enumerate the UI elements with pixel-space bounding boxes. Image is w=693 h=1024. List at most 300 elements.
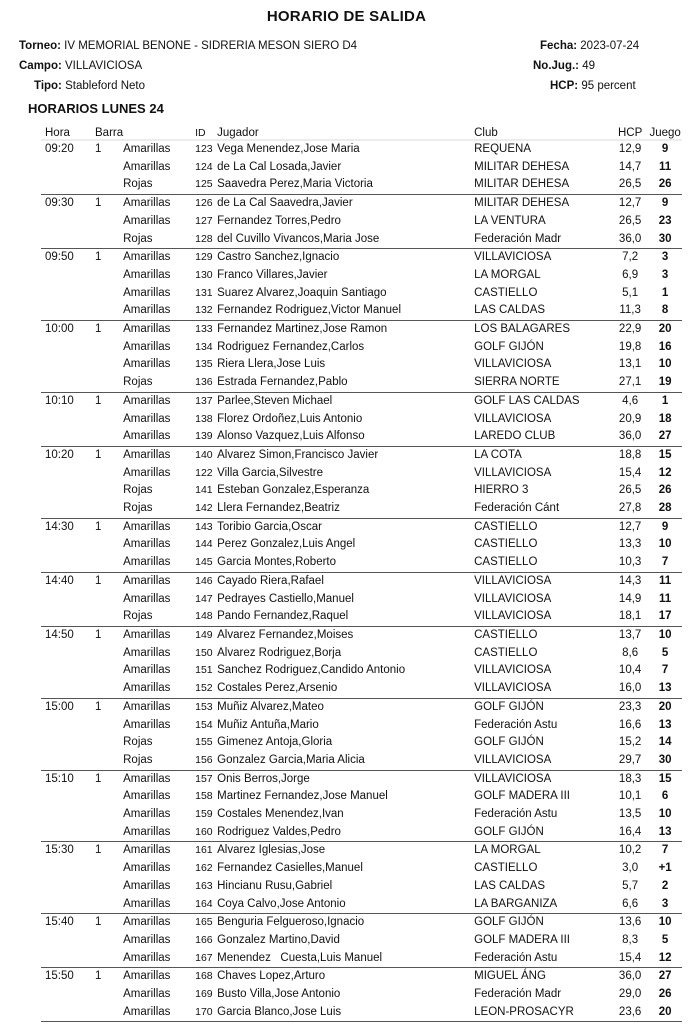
cell-juego: 28 bbox=[648, 500, 682, 518]
cell-jugador: Chaves Lopez,Arturo bbox=[217, 970, 326, 983]
cell-id: 158 bbox=[195, 790, 213, 803]
cell-hcp: 12,7 bbox=[618, 520, 642, 533]
cell-id: 137 bbox=[195, 394, 213, 407]
cell-id: 155 bbox=[195, 736, 213, 749]
cell-hcp: 16,6 bbox=[618, 718, 642, 731]
cell-jugador: Pedrayes Castiello,Manuel bbox=[217, 592, 354, 605]
cell-hcp: 29,0 bbox=[618, 988, 642, 1001]
cell-hcp: 23,3 bbox=[618, 700, 642, 713]
cell-hora bbox=[41, 950, 91, 968]
cell-hcp: 14,3 bbox=[618, 574, 642, 587]
cell-juego: 20 bbox=[658, 323, 672, 336]
hcp-label: HCP: bbox=[550, 80, 579, 92]
cell-hcp: 13,3 bbox=[618, 538, 642, 551]
tipo-label: Tipo: bbox=[34, 80, 62, 92]
cell-hora bbox=[41, 717, 91, 735]
cell-club: LAS CALDAS bbox=[474, 879, 546, 892]
cell-tee: Rojas bbox=[123, 500, 195, 518]
cell-club: GOLF LAS CALDAS bbox=[474, 394, 580, 407]
cell-juego: 5 bbox=[661, 933, 669, 946]
campo-label: Campo: bbox=[19, 60, 62, 72]
cell-tee: Amarillas bbox=[123, 358, 171, 371]
cell-jugador: Garcia Montes,Roberto bbox=[217, 554, 474, 572]
table-row bbox=[41, 536, 682, 554]
fecha-info bbox=[540, 40, 639, 52]
cell-hcp: 26,5 bbox=[618, 484, 642, 497]
table-row bbox=[41, 626, 682, 644]
cell-hcp: 5,7 bbox=[622, 879, 639, 892]
cell-hcp: 36,0 bbox=[618, 970, 642, 983]
table-row bbox=[41, 482, 682, 500]
cell-jugador: Alvarez Fernandez,Moises bbox=[217, 628, 354, 641]
cell-id: 147 bbox=[195, 592, 213, 605]
cell-tee: Amarillas bbox=[123, 143, 171, 155]
cell-juego: 27 bbox=[648, 428, 682, 446]
cell-club: CASTIELLO bbox=[474, 554, 612, 572]
cell-hora bbox=[41, 356, 91, 374]
cell-tee: Amarillas bbox=[123, 790, 171, 803]
cell-club: Federación Madr bbox=[474, 231, 612, 249]
table-row bbox=[41, 518, 682, 536]
cell-hora bbox=[41, 806, 91, 824]
hcp-value: 95 percent bbox=[581, 80, 636, 92]
cell-tee: Amarillas bbox=[123, 302, 195, 320]
cell-hora bbox=[41, 896, 91, 914]
cell-barra bbox=[91, 465, 123, 483]
cell-jugador: Sanchez Rodriguez,Candido Antonio bbox=[217, 664, 406, 677]
cell-id: 140 bbox=[195, 448, 213, 461]
cell-hcp: 27,1 bbox=[612, 374, 648, 392]
cell-tee: Amarillas bbox=[123, 970, 171, 983]
cell-jugador: Hincianu Rusu,Gabriel bbox=[217, 879, 333, 892]
cell-barra: 1 bbox=[95, 574, 102, 587]
cell-hora bbox=[41, 1004, 91, 1022]
cell-juego: 10 bbox=[658, 538, 672, 551]
cell-club: Federación Astu bbox=[474, 718, 558, 731]
cell-hcp: 10,3 bbox=[612, 554, 648, 572]
cell-club: VILLAVICIOSA bbox=[474, 680, 612, 698]
cell-hcp: 8,3 bbox=[622, 933, 639, 946]
cell-tee: Amarillas bbox=[123, 700, 171, 713]
cell-hora bbox=[41, 878, 91, 896]
table-row bbox=[41, 411, 682, 429]
cell-juego: 3 bbox=[661, 251, 669, 264]
cell-jugador: Martinez Fernandez,Jose Manuel bbox=[217, 790, 388, 803]
cell-juego: 1 bbox=[661, 286, 669, 299]
cell-tee: Amarillas bbox=[123, 323, 171, 336]
cell-tee: Amarillas bbox=[123, 466, 171, 479]
table-row bbox=[41, 213, 682, 231]
header-club: Club bbox=[474, 123, 612, 140]
cell-tee: Amarillas bbox=[123, 251, 171, 264]
cell-barra: 1 bbox=[95, 628, 102, 641]
cell-hora bbox=[41, 860, 91, 878]
cell-juego: 11 bbox=[659, 160, 672, 173]
cell-jugador: Garcia Blanco,Jose Luis bbox=[217, 1004, 474, 1022]
cell-id: 167 bbox=[195, 950, 217, 968]
cell-club: LAREDO CLUB bbox=[474, 428, 612, 446]
cell-jugador: Muñiz Alvarez,Mateo bbox=[217, 700, 324, 713]
cell-hcp: 15,2 bbox=[618, 736, 642, 749]
cell-barra bbox=[91, 717, 123, 735]
cell-tee: Amarillas bbox=[123, 448, 171, 461]
cell-hcp: 13,1 bbox=[618, 358, 642, 371]
cell-hcp: 13,6 bbox=[618, 916, 642, 929]
cell-tee: Amarillas bbox=[123, 554, 195, 572]
cell-jugador: Gimenez Antoja,Gloria bbox=[217, 736, 333, 749]
cell-barra bbox=[91, 159, 123, 177]
cell-barra bbox=[91, 213, 123, 231]
cell-tee: Amarillas bbox=[123, 340, 171, 353]
table-row bbox=[41, 950, 682, 968]
cell-juego: 10 bbox=[658, 358, 672, 371]
cell-barra bbox=[91, 536, 123, 554]
cell-tee: Amarillas bbox=[123, 592, 171, 605]
cell-id: 127 bbox=[195, 214, 213, 227]
cell-tee: Amarillas bbox=[123, 680, 195, 698]
cell-barra bbox=[91, 554, 123, 572]
cell-hcp: 11,3 bbox=[612, 302, 648, 320]
cell-juego: 13 bbox=[648, 680, 682, 698]
cell-club: LA BARGANIZA bbox=[474, 896, 612, 914]
cell-jugador: Gonzalez Martino,David bbox=[217, 933, 340, 946]
table-row bbox=[41, 195, 682, 213]
cell-jugador: de La Cal Saavedra,Javier bbox=[217, 197, 353, 210]
table-row bbox=[41, 752, 682, 770]
cell-hcp: 19,8 bbox=[618, 340, 642, 353]
table-row bbox=[41, 446, 682, 464]
cell-hora bbox=[41, 411, 91, 429]
cell-hora bbox=[41, 986, 91, 1004]
cell-tee: Amarillas bbox=[123, 412, 171, 425]
cell-club: MILITAR DEHESA bbox=[474, 176, 612, 194]
cell-jugador: Costales Menendez,Ivan bbox=[217, 808, 344, 821]
cell-hora bbox=[41, 645, 91, 663]
nojug-info bbox=[533, 60, 595, 72]
cell-barra bbox=[91, 932, 123, 950]
table-row bbox=[41, 698, 682, 716]
table-body bbox=[41, 140, 682, 1022]
cell-juego: 6 bbox=[661, 790, 669, 803]
torneo-info bbox=[19, 40, 357, 52]
cell-juego: 12 bbox=[658, 466, 672, 479]
cell-juego: 12 bbox=[648, 950, 682, 968]
cell-jugador: Castro Sanchez,Ignacio bbox=[217, 251, 340, 264]
nojug-value: 49 bbox=[582, 60, 595, 72]
cell-hora bbox=[41, 465, 91, 483]
cell-juego: 13 bbox=[648, 824, 682, 842]
table-row bbox=[41, 734, 682, 752]
cell-club: GOLF MADERA III bbox=[474, 933, 570, 946]
cell-juego: 15 bbox=[658, 772, 672, 785]
cell-juego: 27 bbox=[658, 970, 672, 983]
cell-barra bbox=[91, 896, 123, 914]
cell-hcp: 10,4 bbox=[618, 664, 642, 677]
table-row bbox=[41, 860, 682, 878]
cell-club: LOS BALAGARES bbox=[474, 323, 570, 336]
cell-juego: 14 bbox=[658, 736, 672, 749]
cell-jugador: Saavedra Perez,Maria Victoria bbox=[217, 176, 474, 194]
cell-barra bbox=[91, 500, 123, 518]
table-row bbox=[41, 140, 682, 159]
cell-hcp: 29,7 bbox=[612, 752, 648, 770]
cell-jugador: Onis Berros,Jorge bbox=[217, 772, 310, 785]
section-title: HORARIOS LUNES 24 bbox=[28, 101, 164, 116]
table-row bbox=[41, 914, 682, 932]
cell-jugador: Busto Villa,Jose Antonio bbox=[217, 988, 341, 1001]
cell-id: 132 bbox=[195, 302, 217, 320]
cell-id: 157 bbox=[195, 772, 213, 785]
cell-tee: Amarillas bbox=[123, 824, 195, 842]
cell-juego: 10 bbox=[658, 628, 672, 641]
table-row bbox=[41, 896, 682, 914]
table-row bbox=[41, 788, 682, 806]
cell-hora bbox=[41, 482, 91, 500]
cell-id: 149 bbox=[195, 628, 213, 641]
cell-hora bbox=[41, 680, 91, 698]
cell-hora: 14:50 bbox=[45, 628, 74, 641]
cell-barra bbox=[91, 482, 123, 500]
table-row bbox=[41, 1004, 682, 1022]
cell-tee: Amarillas bbox=[123, 520, 171, 533]
table-row bbox=[41, 339, 682, 357]
cell-id: 146 bbox=[195, 574, 213, 587]
cell-id: 124 bbox=[195, 160, 213, 173]
cell-tee: Amarillas bbox=[123, 428, 195, 446]
cell-id: 129 bbox=[195, 251, 213, 264]
cell-juego: 16 bbox=[658, 340, 672, 353]
cell-id: 152 bbox=[195, 680, 217, 698]
table-row bbox=[41, 608, 682, 626]
cell-hora: 15:50 bbox=[45, 970, 74, 983]
table-row bbox=[41, 465, 682, 483]
cell-id: 139 bbox=[195, 428, 217, 446]
cell-barra bbox=[91, 411, 123, 429]
cell-jugador: Alonso Vazquez,Luis Alfonso bbox=[217, 428, 474, 446]
tipo-info bbox=[34, 80, 145, 92]
cell-id: 166 bbox=[195, 933, 213, 946]
cell-jugador: Llera Fernandez,Beatriz bbox=[217, 500, 474, 518]
cell-jugador: Rodriguez Valdes,Pedro bbox=[217, 824, 474, 842]
cell-id: 151 bbox=[195, 664, 213, 677]
cell-tee: Amarillas bbox=[123, 933, 171, 946]
cell-id: 165 bbox=[195, 916, 213, 929]
cell-club: GOLF GIJÓN bbox=[474, 736, 544, 749]
cell-club: CASTIELLO bbox=[474, 862, 538, 875]
cell-id: 159 bbox=[195, 808, 213, 821]
cell-barra: 1 bbox=[95, 772, 102, 785]
cell-juego: 9 bbox=[661, 520, 669, 533]
cell-jugador: Toribio Garcia,Oscar bbox=[217, 520, 322, 533]
cell-club: VILLAVICIOSA bbox=[474, 608, 612, 626]
hcp-info bbox=[550, 80, 636, 92]
cell-club: LA COTA bbox=[474, 448, 522, 461]
cell-jugador: Costales Perez,Arsenio bbox=[217, 680, 474, 698]
cell-juego: 30 bbox=[648, 752, 682, 770]
cell-club: MILITAR DEHESA bbox=[474, 160, 570, 173]
cell-id: 164 bbox=[195, 896, 217, 914]
cell-barra bbox=[91, 788, 123, 806]
cell-barra: 1 bbox=[95, 394, 102, 407]
cell-club: GOLF GIJÓN bbox=[474, 916, 544, 929]
cell-club: Federación Madr bbox=[474, 988, 562, 1001]
cell-hora bbox=[41, 285, 91, 303]
cell-barra bbox=[91, 950, 123, 968]
cell-jugador: de La Cal Losada,Javier bbox=[217, 160, 342, 173]
cell-id: 163 bbox=[195, 879, 213, 892]
table-row bbox=[41, 591, 682, 609]
cell-club: LA VENTURA bbox=[474, 214, 546, 227]
tee-times-table bbox=[41, 123, 682, 1022]
cell-tee: Amarillas bbox=[123, 1004, 195, 1022]
cell-id: 126 bbox=[195, 197, 213, 210]
fecha-value: 2023-07-24 bbox=[580, 40, 640, 52]
cell-jugador: Villa Garcia,Silvestre bbox=[217, 466, 324, 479]
cell-id: 138 bbox=[195, 412, 213, 425]
cell-tee: Amarillas bbox=[123, 197, 171, 210]
cell-barra bbox=[91, 608, 123, 626]
cell-club: LAS CALDAS bbox=[474, 302, 612, 320]
cell-club: VILLAVICIOSA bbox=[474, 251, 552, 264]
cell-tee: Rojas bbox=[123, 608, 195, 626]
table-row bbox=[41, 356, 682, 374]
cell-jugador: Alvarez Iglesias,Jose bbox=[217, 844, 326, 857]
cell-hora bbox=[41, 536, 91, 554]
cell-hora bbox=[41, 662, 91, 680]
cell-barra bbox=[91, 734, 123, 752]
cell-id: 154 bbox=[195, 718, 213, 731]
cell-club: HIERRO 3 bbox=[474, 484, 529, 497]
cell-tee: Amarillas bbox=[123, 988, 171, 1001]
cell-barra: 1 bbox=[95, 323, 102, 336]
cell-hora bbox=[41, 213, 91, 231]
cell-hcp: 5,1 bbox=[622, 286, 639, 299]
table-row bbox=[41, 392, 682, 410]
cell-jugador: Perez Gonzalez,Luis Angel bbox=[217, 538, 356, 551]
cell-juego: 2 bbox=[661, 879, 669, 892]
cell-barra: 1 bbox=[95, 251, 102, 264]
cell-juego: 26 bbox=[658, 988, 672, 1001]
cell-id: 133 bbox=[195, 323, 213, 336]
cell-juego: 20 bbox=[648, 1004, 682, 1022]
cell-barra: 1 bbox=[95, 916, 102, 929]
cell-hora bbox=[41, 932, 91, 950]
cell-id: 144 bbox=[195, 538, 213, 551]
torneo-label: Torneo: bbox=[19, 40, 61, 52]
cell-club: Federación Astu bbox=[474, 808, 558, 821]
cell-hora bbox=[41, 159, 91, 177]
cell-club: VILLAVICIOSA bbox=[474, 466, 552, 479]
cell-barra bbox=[91, 824, 123, 842]
table-row bbox=[41, 645, 682, 663]
cell-barra bbox=[91, 356, 123, 374]
cell-tee: Amarillas bbox=[123, 268, 171, 281]
cell-id: 170 bbox=[195, 1004, 217, 1022]
table-row bbox=[41, 572, 682, 590]
cell-id: 123 bbox=[195, 143, 213, 155]
cell-tee: Amarillas bbox=[123, 808, 171, 821]
campo-value: VILLAVICIOSA bbox=[65, 60, 143, 72]
cell-id: 168 bbox=[195, 970, 213, 983]
cell-barra: 1 bbox=[95, 143, 102, 155]
cell-jugador: Pando Fernandez,Raquel bbox=[217, 608, 474, 626]
cell-club: MIGUEL ÁNG bbox=[474, 970, 546, 983]
cell-hora bbox=[41, 302, 91, 320]
cell-barra bbox=[91, 806, 123, 824]
cell-hora bbox=[41, 734, 91, 752]
cell-jugador: Esteban Gonzalez,Esperanza bbox=[217, 484, 370, 497]
cell-id: 143 bbox=[195, 520, 213, 533]
cell-hcp: 6,9 bbox=[622, 268, 639, 281]
cell-hora bbox=[41, 554, 91, 572]
torneo-value: IV MEMORIAL BENONE - SIDRERIA MESON SIERO D4 bbox=[64, 40, 358, 52]
cell-barra: 1 bbox=[95, 197, 102, 210]
cell-hcp: 16,4 bbox=[612, 824, 648, 842]
cell-jugador: Coya Calvo,Jose Antonio bbox=[217, 896, 474, 914]
cell-tee: Rojas bbox=[123, 176, 195, 194]
table-row bbox=[41, 806, 682, 824]
cell-id: 156 bbox=[195, 752, 217, 770]
cell-club: REQUENA bbox=[474, 143, 531, 155]
cell-jugador: Cayado Riera,Rafael bbox=[217, 574, 324, 587]
cell-jugador: Fernandez Rodriguez,Victor Manuel bbox=[217, 302, 474, 320]
cell-club: GOLF GIJÓN bbox=[474, 824, 612, 842]
cell-jugador: Vega Menendez,Jose Maria bbox=[217, 143, 360, 155]
table-row bbox=[41, 374, 682, 392]
cell-juego: 30 bbox=[648, 231, 682, 249]
cell-tee: Rojas bbox=[123, 231, 195, 249]
cell-barra bbox=[91, 662, 123, 680]
cell-club: VILLAVICIOSA bbox=[474, 358, 552, 371]
cell-barra bbox=[91, 339, 123, 357]
cell-tee: Amarillas bbox=[123, 862, 171, 875]
cell-id: 169 bbox=[195, 988, 213, 1001]
cell-id: 135 bbox=[195, 358, 213, 371]
cell-tee: Rojas bbox=[123, 736, 153, 749]
cell-barra: 1 bbox=[95, 700, 102, 713]
cell-juego: 26 bbox=[658, 484, 672, 497]
cell-juego: 15 bbox=[658, 448, 672, 461]
table-row bbox=[41, 932, 682, 950]
cell-hora bbox=[41, 824, 91, 842]
cell-club: VILLAVICIOSA bbox=[474, 574, 552, 587]
cell-tee: Amarillas bbox=[123, 950, 195, 968]
cell-barra: 1 bbox=[95, 970, 102, 983]
cell-hcp: 13,7 bbox=[618, 628, 642, 641]
cell-jugador: Alvarez Simon,Francisco Javier bbox=[217, 448, 379, 461]
cell-juego: 3 bbox=[661, 268, 669, 281]
cell-tee: Amarillas bbox=[123, 286, 171, 299]
cell-hcp: 10,1 bbox=[618, 790, 642, 803]
table-row bbox=[41, 986, 682, 1004]
cell-juego: 11 bbox=[659, 592, 672, 605]
cell-juego: 9 bbox=[661, 197, 669, 210]
cell-juego: 7 bbox=[661, 844, 669, 857]
cell-barra bbox=[91, 860, 123, 878]
cell-club: LEON-PROSACYR bbox=[474, 1004, 612, 1022]
cell-id: 160 bbox=[195, 824, 217, 842]
cell-jugador: Alvarez Rodriguez,Borja bbox=[217, 646, 342, 659]
cell-hcp: 12,7 bbox=[618, 197, 642, 210]
cell-hora bbox=[41, 339, 91, 357]
cell-juego: 9 bbox=[661, 143, 669, 155]
cell-hcp: 16,0 bbox=[612, 680, 648, 698]
cell-hora: 14:30 bbox=[45, 520, 74, 533]
cell-club: CASTIELLO bbox=[474, 646, 538, 659]
cell-tee: Rojas bbox=[123, 752, 195, 770]
cell-hcp: 23,6 bbox=[612, 1004, 648, 1022]
cell-hora bbox=[41, 374, 91, 392]
